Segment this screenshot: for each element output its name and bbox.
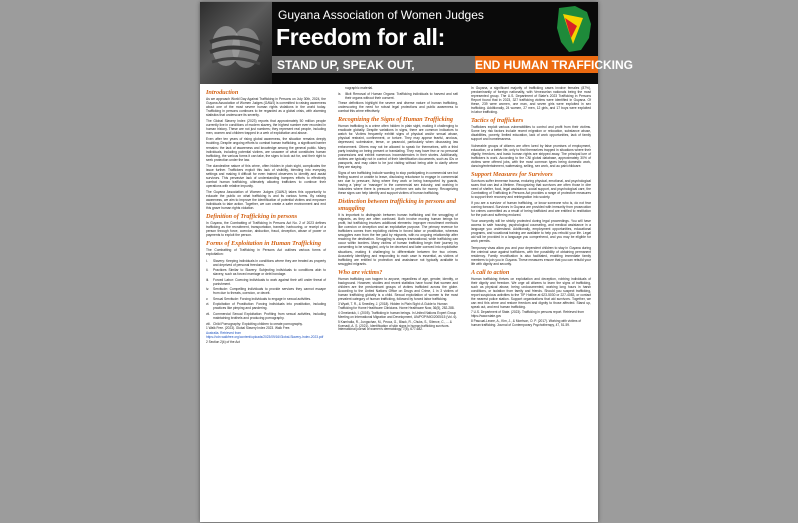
paragraph: Your anonymity will be strictly protected during legal proceedings. You will have access to safe housing, psychological counseling, and medical assistance in a language you understand. Additionally, employment opportunities, educational programs, and vocational training are available to help you rebuild your life. Legal aid will be provided in a language you comprehend, and you may be eligible for work permits. (471, 219, 591, 244)
heading-definition: Definition of Trafficking in persons (206, 213, 298, 221)
paragraph: The Global Slavery Index (2023) reports that approximately 50 million people currently live in conditions of modern slavery, the highest number ever recorded in human history. These are not just numbers; they represent real people, including men, women and children trapped in a web of exploitation and abuse. (206, 119, 326, 136)
paragraph: These definitions highlight the severe and diverse nature of human trafficking, underscoring the need for robust legal protections and public awareness to combat this crime effectively. (338, 101, 458, 114)
footnote: 7 U.S. Department of State. (2023). Trafficking in persons report. Retrieved from https://www.state.gov (471, 310, 584, 319)
paragraph: Survivors suffer immense trauma, enduring physical, emotional, and psychological scars that can last a lifetime. Recognizing that survivors are often those in dire need of shelter, food, legal assistance, social support, and psychological care, the Combatting of Trafficking in Persons Act provides a range of protective measures to support their recovery and reintegration into society. (471, 178, 591, 199)
heading-call-to-action: A call to action (471, 268, 510, 276)
list-item: ii. Practices Similar to Slavery: Subjecting individuals to conditions akin to slavery, such as forced marriage or debt bondage. (206, 268, 326, 277)
list-item: nographic material. (345, 86, 374, 90)
paragraph: Human trafficking can happen to anyone, regardless of age, gender, identity, or background. However, studies and recent statistics have found that women and children are the predominant groups of victims trafficked across the globe. According to the United Nations Office on Drugs and Crime, 1 in 3 victims of human trafficking globally is a child. Sexual exploitation of women is the most prevalent category of human trafficking, followed by forced labor trafficking. (338, 276, 458, 301)
footnotes (206, 327, 326, 345)
heading-support-measures: Support Measures for Survivors (471, 170, 553, 178)
list-item: iii. Forced Labor: Coercing individuals to work against their will under threat of punishment. (206, 277, 326, 286)
heading-recognizing-signs: Recognizing the Signs of Human Trafficking (338, 116, 454, 124)
heading-who-are-victims: Who are victims? (338, 268, 383, 276)
newsletter-page (200, 2, 633, 522)
heading-tactics: Tactics of traffickers (471, 117, 524, 125)
list-item: vi. Exploitation of Prostitution: Forcing individuals into prostitution, including practices like pimping and pandering. (206, 302, 326, 311)
paragraph: As we approach World Day Against Trafficking in Persons on July 30th, 2024, the Guyana Association of Women Judges (GAWJ) is committed to raising awareness about one of the most severe human rights violations in the world today. Trafficking in persons continues to be regarded as a global crisis, with alarming statistics that underscore its severity. (206, 97, 326, 118)
footnotes (338, 303, 458, 332)
heading-distinction: Distinction between trafficking in persons and smuggling (338, 198, 456, 213)
list-item: iv. Servitude: Compelling individuals to provide services they cannot escape from due to threats, coercion, or deceit. (206, 287, 326, 296)
column-2 (338, 86, 458, 518)
paragraph: Signs of sex trafficking include wanting to stop participating in commercial sex but feeling scared or unable to leave, disclosing reluctance to engage in commercial sex due to pressure, living where they work or being transported by guards, having a 'pimp' or 'manager' in the commercial sex industry, and working in industries where there is pressure to perform sex acts for money. Recognizing these signs can help identify and support victims of human trafficking. (338, 170, 458, 196)
list-item: vii. Commercial Sexual Exploitation: Profiting from sexual activities, including maintaining brothels and producing pornography. (206, 312, 326, 321)
list-item: v. Sexual Servitude: Forcing individuals to engage in sexual activities. (206, 296, 312, 301)
subtitle-part-1: STAND UP, SPEAK OUT, (277, 58, 415, 72)
footnote-link[interactable]: Australia. Retrieved from https://cdn.walkfree.org/content/uploads/2023/09/16/Global-Slavery-Index-2023.pdf (206, 331, 324, 339)
footnote: 8 Pascual-Leone, A., Kim, J., & Morrison, O. P. (2017). Working with victims of human trafficking. Journal of Contemporary Psychotherapy, 47, 51-59. (471, 318, 582, 327)
org-name: Guyana Association of Women Judges (278, 8, 484, 22)
list-item: i. Slavery: Keeping individuals in conditions where they are treated as property and deprived of personal freedoms. (206, 258, 326, 267)
subtitle-bar (272, 56, 633, 73)
paragraph: Temporary visas allow you and your dependent children to stay in Guyana during the criminal case against traffickers, with the possibility of obtaining permanent residency. Family reunification is also facilitated, enabling immediate family members to join you in Guyana. These measures ensure that you can rebuild your life with dignity and security. (471, 245, 591, 266)
paragraph: Vulnerable groups of citizens are often lured by false promises of employment, education, or a better life, only to find themselves trapped in situations where their dignity, freedom, and basic human rights are stripped away. The principal lure of traffickers is work. According to the CNI global database, approximately 30% of victims were offered jobs, with the most common types being domestic work, dancing/entertainment, waitressing, selling, sex work, and au pair/childcare. (471, 143, 591, 168)
heading-forms-of-exploitation: Forms of Exploitation in Human Trafficking (206, 240, 322, 248)
paragraph: Traffickers exploit various vulnerabilities to control and profit from their victims. Some key risk factors include recent migration or relocation, substance abuse, disabilities, poverty, limited education, lack of work opportunities, lack of family support and homelessness. (471, 125, 591, 142)
paragraph: The Guyana Association of Women Judges (GAWJ) takes this opportunity to educate the public on what trafficking is and its various forms. By raising awareness, we aim to improve the identification of potential victims and empower individuals to take action. Together, we can create a safer environment and end this grave human rights violation. (206, 189, 326, 211)
footnotes (471, 311, 591, 328)
column-1 (206, 86, 326, 518)
paragraph: Human trafficking is a crime often hidden in plain sight, making it challenging to eradicate globally. Despite variations in signs, there are common indicators to watch for. Victims frequently exhibit signs of physical and/or sexual abuse, physical restraint, confinement, or torture. They may appear fearful, anxious, depressed, submissive, tense, or paranoid, particularly when discussing law enforcement. Others may not be allowed to speak for themselves, with a third party insisting on being present or translating. They may have few or no personal possessions and exhibit numerous inconsistencies in their stories. Additionally, victims are typically not in control of their identification documents, such as IDs or passports, and may claim to be just visiting without being able to clarify where they are staying. (338, 124, 458, 169)
subtitle-part-2: END HUMAN TRAFFICKING (475, 58, 633, 72)
paragraph: In Guyana, the Combatting of Trafficking in Persons Act No. 2 of 2023 defines trafficking as the recruitment, transportation, transfer, harbouring, or receipt of a person through force, coercion, abduction, fraud, deception, abuse of power or payments to exploit the person. (206, 221, 326, 238)
bound-hands-photo (200, 2, 272, 84)
paragraph: Human trafficking thrives on exploitation and deception, robbing individuals of their dignity and freedom. We urge all citizens to learn the signs of trafficking, such as physical abuse, being undocumented, working long hours in harsh conditions, or isolation from family and friends. Should you suspect trafficking, report suspicious activities to the TIP Hotline at 623-5030 or 227-4083, or contact the nearest police station. Support organizations that aid survivors. Together, we can end this crime and restore freedom and dignity to those affected. Stand up, speak out, and end human trafficking. (471, 276, 591, 310)
guyana-map-icon (553, 4, 595, 54)
list-item: viii. Child Pornography: Exploiting children to create pornography. (206, 321, 303, 326)
column-3 (471, 86, 591, 518)
paragraph: In Guyana, a significant majority of trafficking cases involve females (87%), predominantly of foreign nationality, with Venezuelan nationals being the most represented group. The U.S. Department of State's 2023 Trafficking in Persons Report found that in 2023, 327 trafficking victims were identified in Guyana. Of these, 239 were women, one man, and seven girls were exploited in sex trafficking. Additionally, 24 women, 27 men, 12 girls, and 17 boys were exploited in labor trafficking. (471, 86, 591, 115)
header-banner (200, 2, 633, 84)
footnote: 2 Section 2(k) of the Act (206, 339, 240, 344)
heading-introduction: Introduction (206, 89, 239, 96)
page-title: Freedom for all: (276, 24, 446, 50)
paragraph: It is important to distinguish between human trafficking and the smuggling of migrants, as they are often confused. Both involve moving human beings for profit, but trafficking involves additional elements: improper recruitment methods like coercion or deception and an exploitative purpose. The primary revenue for traffickers comes from exploiting victims in forced labor or prostitution, whereas smugglers earn from the fee paid by migrants, with no ongoing relationship after reaching the destination. Smuggling is always transnational, while trafficking can occur within borders. Many victims of human trafficking begin their journey by consenting to be smuggled, only to be deceived and later coerced into exploitative situations, making it challenging to differentiate between the two crimes. Accurately identifying and responding to each case is essential, as victims of trafficking are entitled to protection and assistance not typically available to smuggled migrants. (338, 213, 458, 266)
forms-list (206, 259, 326, 326)
paragraph: The clandestine nature of this crime, often hidden in plain sight, complicates the issue further. Traffickers exploit this lack of visibility, blending into everyday settings and making it difficult for even trained observers to identify and assist survivors. This pervasive lack of understanding hampers efforts to effectively combat human trafficking, ultimately allowing traffickers to continue their operations with relative impunity. (206, 163, 326, 188)
footnote: 1 Walk Free. (2023). Global Slavery Index 2023. Walk Free. (206, 326, 291, 331)
paragraph: Even after ten years of rising global awareness, the situation remains deeply troubling. Despite ongoing efforts to combat human trafficking, a significant barrier remains: the lack of awareness and knowledge among the general public. Many individuals, including potential victims, are unaware of what constitutes human trafficking, the various forms it can take, the signs to look out for, and their right to seek protection under the law. (206, 137, 326, 162)
list-item: ix. Illicit Removal of Human Organs: Trafficking individuals to harvest and sell their organs without their consent. (338, 91, 458, 100)
footnote: 3 Wyatt, T. R., & Smedley, J. (2018). Hidden in Plain Sight: A Guide to Human Trafficking for Home Healthcare Clinicians. Home Healthcare Now, 36(5), 282-288. (338, 301, 455, 310)
paragraph: The Combatting of Trafficking in Persons Act outlines various forms of exploitation: (206, 248, 326, 257)
footnote: 4 Omelaniuk, I. (2005). Trafficking in human beings. In United Nations Expert Group Meeting on International Migration and Development, UN/POP/MIG/2005/15 (Vol. 6). (338, 310, 458, 319)
footnote: 5 Kamhalla, R., Jungschan, M., Pecca, G., Black, R., Chuks, S., Silence, C., ... & Koenadi, A. S. (2021). Identification of skin signs in human trafficking survivors. International journal of women's dermatology, 7(5), 677-682. (338, 319, 452, 332)
paragraph: If you are a survivor of human trafficking, or know someone who is, do not fear coming forward. Survivors in Guyana are provided with immunity from prosecution for crimes committed as a result of being trafficked and are entitled to restitution for the pain and suffering endured. (471, 201, 591, 218)
